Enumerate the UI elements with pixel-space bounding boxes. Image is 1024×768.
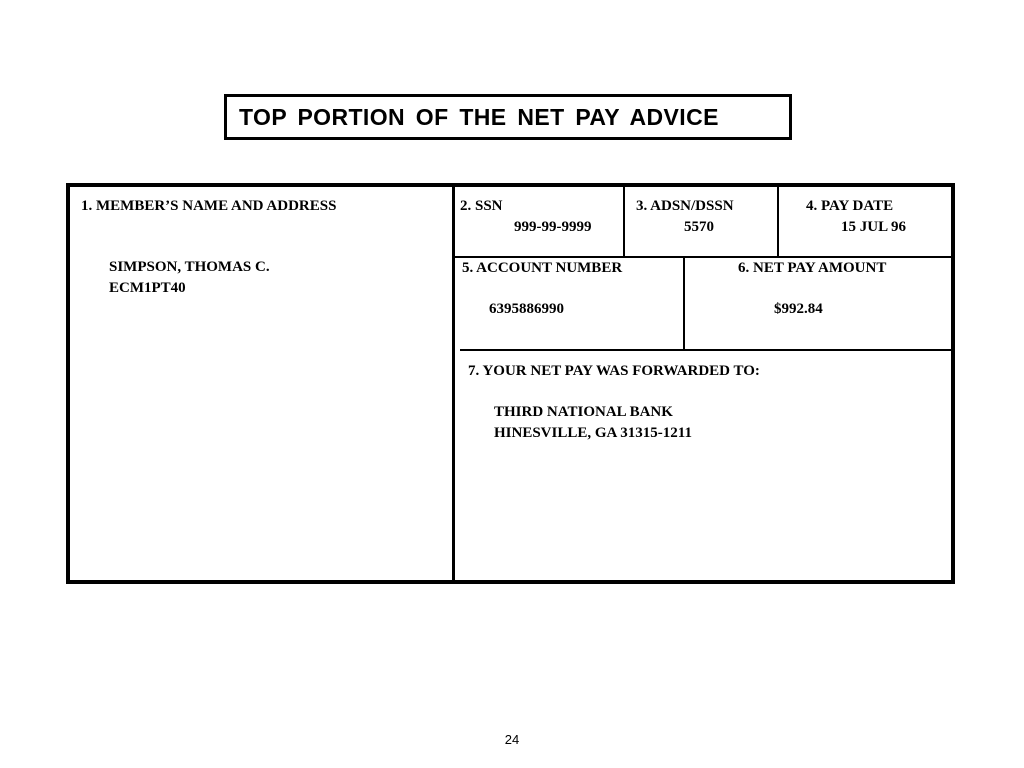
divider-main-vertical: [452, 187, 455, 580]
pay-date-label: 4. PAY DATE: [806, 198, 894, 214]
bank-city: HINESVILLE, GA 31315-1211: [494, 425, 692, 441]
member-label: 1. MEMBER’S NAME AND ADDRESS: [81, 198, 337, 214]
net-pay-label: 6. NET PAY AMOUNT: [738, 260, 887, 276]
divider-adsn-paydate: [777, 187, 779, 257]
adsn-value: 5570: [684, 219, 714, 235]
divider-row2: [460, 349, 951, 351]
page-number: 24: [504, 732, 520, 747]
net-pay-advice-form: [66, 183, 955, 584]
member-address: ECM1PT40: [109, 280, 186, 296]
ssn-value: 999-99-9999: [514, 219, 592, 235]
page-title: TOP PORTION OF THE NET PAY ADVICE: [239, 104, 719, 130]
forwarded-label: 7. YOUR NET PAY WAS FORWARDED TO:: [468, 363, 760, 379]
member-name: SIMPSON, THOMAS C.: [109, 259, 270, 275]
title-box: [224, 94, 792, 140]
divider-account-netpay: [683, 257, 685, 350]
account-number-label: 5. ACCOUNT NUMBER: [462, 260, 623, 276]
ssn-label: 2. SSN: [460, 198, 503, 214]
pay-date-value: 15 JUL 96: [841, 219, 907, 235]
net-pay-value: $992.84: [774, 301, 823, 317]
adsn-label: 3. ADSN/DSSN: [636, 198, 734, 214]
divider-ssn-adsn: [623, 187, 625, 257]
bank-name: THIRD NATIONAL BANK: [494, 404, 673, 420]
account-number-value: 6395886990: [489, 301, 564, 317]
